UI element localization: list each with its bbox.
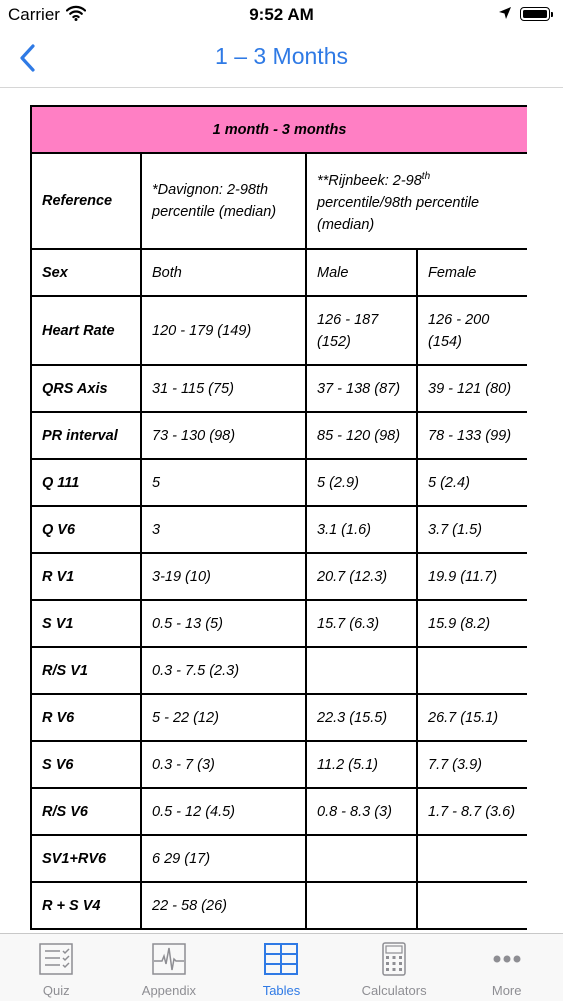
cell-both: 0.3 - 7 (3) bbox=[141, 741, 306, 788]
carrier-label: Carrier bbox=[8, 5, 60, 24]
table-row bbox=[31, 365, 527, 412]
cell-female: 1.7 - 8.7 (3.6) bbox=[417, 788, 527, 835]
table-row bbox=[31, 741, 527, 788]
table-row bbox=[31, 882, 527, 929]
table-row bbox=[31, 506, 527, 553]
tab-calculators-label: Calculators bbox=[361, 983, 427, 998]
location-arrow-icon bbox=[498, 6, 512, 25]
cell-male: 126 - 187 (152) bbox=[306, 296, 417, 365]
cell-both: 0.5 - 12 (4.5) bbox=[141, 788, 306, 835]
quiz-icon bbox=[38, 942, 74, 981]
table-row bbox=[31, 459, 527, 506]
cell-male bbox=[306, 882, 417, 929]
cell-female: 7.7 (3.9) bbox=[417, 741, 527, 788]
cell-both: 5 - 22 (12) bbox=[141, 694, 306, 741]
cell-both: 0.3 - 7.5 (2.3) bbox=[141, 647, 306, 694]
table-row bbox=[31, 835, 527, 882]
cell-male: 0.8 - 8.3 (3) bbox=[306, 788, 417, 835]
cell-both: 3 bbox=[141, 506, 306, 553]
cell-female: 39 - 121 (80) bbox=[417, 365, 527, 412]
row-label: QRS Axis bbox=[31, 365, 141, 412]
cell-male: 20.7 (12.3) bbox=[306, 553, 417, 600]
clock: 9:52 AM bbox=[249, 5, 314, 24]
cell-both: 6 29 (17) bbox=[141, 835, 306, 882]
cell-female: 26.7 (15.1) bbox=[417, 694, 527, 741]
reference-davignon: *Davignon: 2-98th percentile (median) bbox=[141, 153, 306, 249]
reference-rijnbeek bbox=[306, 153, 527, 249]
ecg-icon bbox=[151, 942, 187, 981]
page-title: 1 – 3 Months bbox=[215, 43, 348, 69]
cell-male: 11.2 (5.1) bbox=[306, 741, 417, 788]
cell-both: 22 - 58 (26) bbox=[141, 882, 306, 929]
cell-female: 126 - 200 (154) bbox=[417, 296, 527, 365]
cell-male: Male bbox=[306, 249, 417, 296]
battery-icon bbox=[520, 7, 550, 21]
reference-rijnbeek-part1: **Rijnbeek: 2-98 bbox=[317, 172, 422, 189]
row-label: PR interval bbox=[31, 412, 141, 459]
tab-tables[interactable] bbox=[225, 934, 338, 1001]
cell-male bbox=[306, 835, 417, 882]
reference-rijnbeek-sup: th bbox=[421, 171, 431, 183]
row-label: R + S V4 bbox=[31, 882, 141, 929]
tab-more[interactable] bbox=[450, 934, 563, 1001]
cell-female bbox=[417, 882, 527, 929]
cell-both: 31 - 115 (75) bbox=[141, 365, 306, 412]
cell-male: 5 (2.9) bbox=[306, 459, 417, 506]
reference-rijnbeek-part2: percentile/98th percentile (median) bbox=[317, 194, 480, 233]
tab-calculators[interactable] bbox=[338, 934, 451, 1001]
cell-both: 3-19 (10) bbox=[141, 553, 306, 600]
table-header: 1 month - 3 months bbox=[31, 106, 527, 153]
tab-quiz-label: Quiz bbox=[42, 983, 70, 998]
row-label: S V1 bbox=[31, 600, 141, 647]
cell-female: 5 (2.4) bbox=[417, 459, 527, 506]
cell-both: 73 - 130 (98) bbox=[141, 412, 306, 459]
cell-both: 5 bbox=[141, 459, 306, 506]
table-row bbox=[31, 296, 527, 365]
calculator-icon bbox=[376, 942, 412, 981]
more-icon bbox=[489, 942, 525, 981]
cell-female: Female bbox=[417, 249, 527, 296]
cell-female bbox=[417, 647, 527, 694]
navigation-bar bbox=[0, 30, 563, 88]
cell-female bbox=[417, 835, 527, 882]
table-row bbox=[31, 553, 527, 600]
tab-more-label: More bbox=[491, 983, 522, 998]
row-label: Heart Rate bbox=[31, 296, 141, 365]
cell-both: Both bbox=[141, 249, 306, 296]
ecg-reference-table bbox=[30, 105, 527, 933]
status-bar bbox=[0, 0, 563, 30]
cell-female: 3.7 (1.5) bbox=[417, 506, 527, 553]
cell-both: 0.5 - 13 (5) bbox=[141, 600, 306, 647]
cell-male: 85 - 120 (98) bbox=[306, 412, 417, 459]
reference-label: Reference bbox=[31, 153, 141, 249]
tab-tables-label: Tables bbox=[262, 983, 301, 998]
table-icon bbox=[263, 942, 299, 981]
row-label: Sex bbox=[31, 249, 141, 296]
tab-bar bbox=[0, 933, 563, 1001]
table-row bbox=[31, 788, 527, 835]
table-row bbox=[31, 647, 527, 694]
cell-both: 120 - 179 (149) bbox=[141, 296, 306, 365]
cell-male: 15.7 (6.3) bbox=[306, 600, 417, 647]
tab-appendix[interactable] bbox=[113, 934, 226, 1001]
tab-quiz[interactable] bbox=[0, 934, 113, 1001]
row-label: R/S V6 bbox=[31, 788, 141, 835]
row-label: S V6 bbox=[31, 741, 141, 788]
row-label: R/S V1 bbox=[31, 647, 141, 694]
table-row bbox=[31, 694, 527, 741]
row-label: Q 111 bbox=[31, 459, 141, 506]
table-row bbox=[31, 600, 527, 647]
cell-male: 3.1 (1.6) bbox=[306, 506, 417, 553]
cell-male: 37 - 138 (87) bbox=[306, 365, 417, 412]
cell-male bbox=[306, 647, 417, 694]
cell-female: 78 - 133 (99) bbox=[417, 412, 527, 459]
row-label: R V1 bbox=[31, 553, 141, 600]
table-row bbox=[31, 412, 527, 459]
cell-female: 15.9 (8.2) bbox=[417, 600, 527, 647]
row-label: R V6 bbox=[31, 694, 141, 741]
cell-female: 19.9 (11.7) bbox=[417, 553, 527, 600]
row-label: Q V6 bbox=[31, 506, 141, 553]
cell-male: 22.3 (15.5) bbox=[306, 694, 417, 741]
tab-appendix-label: Appendix bbox=[141, 983, 196, 998]
table-row bbox=[31, 249, 527, 296]
row-label: SV1+RV6 bbox=[31, 835, 141, 882]
